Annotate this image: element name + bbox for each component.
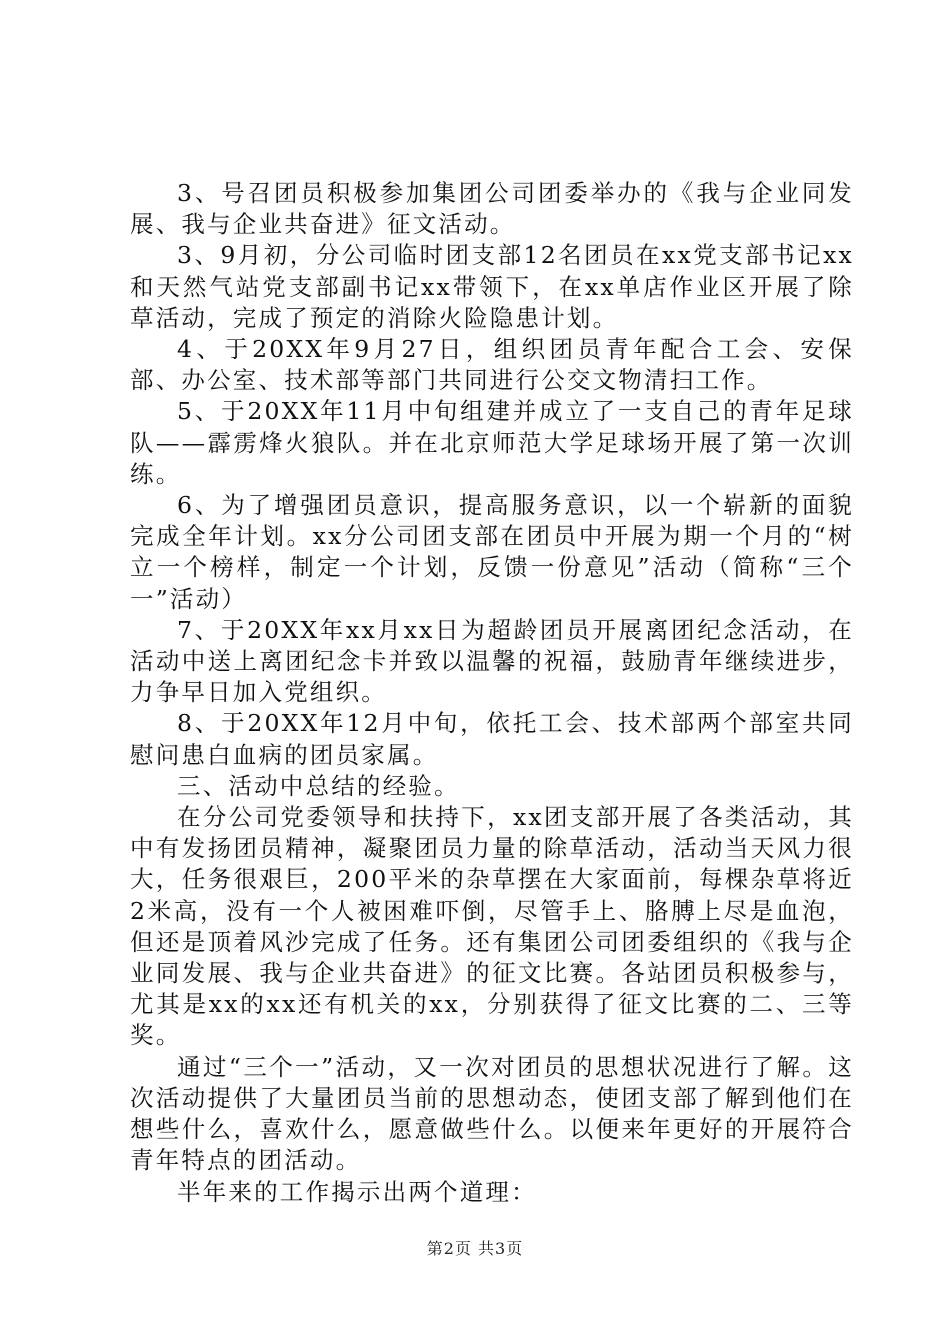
paragraph-item-7-farewell: 7、于20XX年xx月xx日为超龄团员开展离团纪念活动，在活动中送上离团纪念卡并致以温馨的祝福，鼓励青年继续进步，力争早日加入党组织。 [130,615,854,707]
paragraph-experience-body: 在分公司党委领导和扶持下，xx团支部开展了各类活动，其中有发扬团员精神，凝聚团员力量的除草活动，活动当天风力很大，任务很艰巨，200平米的杂草摆在大家面前，每棵杂草将近2米高，没有一个人被困难吓倒，尽管手上、胳膊上尽是血泡，但还是顶着风沙完成了任务。还有集团公司团委组织的《我与企业同发展、我与企业共奋进》的征文比赛。各站团员积极参与，尤其是xx的xx还有机关的xx，分别获得了征文比赛的二、三等奖。 [130,803,854,1050]
paragraph-three-ones-summary: 通过“三个一”活动，又一次对团员的思想状况进行了解。这次活动提供了大量团员当前的思想动态，使团支部了解到他们在想些什么，喜欢什么，愿意做些什么。以便来年更好的开展符合青年特点的团活动。 [130,1052,854,1175]
document-body [130,178,854,1208]
paragraph-item-3-weeding: 3、9月初，分公司临时团支部12名团员在xx党支部书记xx和天然气站党支部副书记xx带领下，在xx单店作业区开展了除草活动，完成了预定的消除火险隐患计划。 [130,241,854,332]
page-number-footer: 第2页 共3页 [426,1239,524,1258]
paragraph-item-3-essay: 3、号召团员积极参加集团公司团委举办的《我与企业同发展、我与企业共奋进》征文活动。 [130,179,854,239]
paragraph-item-6-three-ones: 6、为了增强团员意识，提高服务意识，以一个崭新的面貌完成全年计划。xx分公司团支部在团员中开展为期一个月的“树立一个榜样，制定一个计划，反馈一份意见”活动（简称“三个一”活动） [130,491,854,613]
paragraph-two-principles: 半年来的工作揭示出两个道理： [177,1177,537,1206]
section-heading-experience: 三、活动中总结的经验。 [177,771,460,800]
paragraph-item-5-football: 5、于20XX年11月中旬组建并成立了一支自己的青年足球队——霹雳烽火狼队。并在北京师范大学足球场开展了第一次训练。 [130,397,854,488]
paragraph-item-4-cleaning: 4、于20XX年9月27日，组织团员青年配合工会、安保部、办公室、技术部等部门共同进行公交文物清扫工作。 [130,335,854,395]
paragraph-item-8-visit: 8、于20XX年12月中旬，依托工会、技术部两个部室共同慰问患白血病的团员家属。 [130,709,854,769]
